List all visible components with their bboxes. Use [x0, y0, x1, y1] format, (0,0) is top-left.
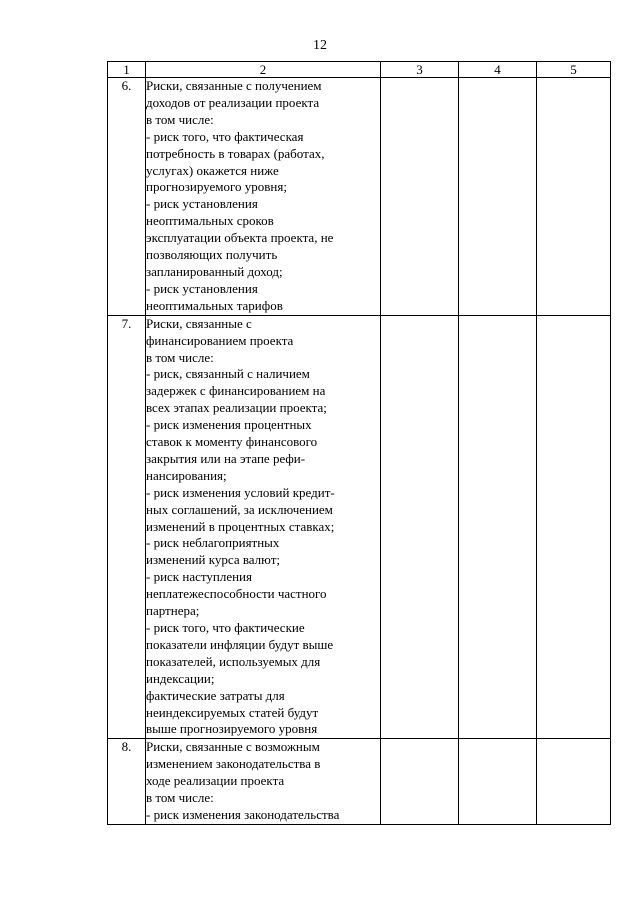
cell-col-5 [537, 78, 611, 316]
risk-description: Риски, связанные с возможным изменением законодательства в ходе реализации проекта в том числе: - риск изменения законодательства [146, 739, 381, 825]
cell-col-4 [459, 739, 537, 825]
cell-col-3 [381, 78, 459, 316]
risk-description: Риски, связанные с финансированием проекта в том числе: - риск, связанный с наличием задержек с финансированием на всех этапах реализации проекта; - риск изменения процентных ставок к моменту финансового закрытия или на этапе рефи- нансирования; - риск изменения условий кредит- ных соглашений, за исключением изменений в процентных ставках; - риск неблагоприятных изменений курса валют; - риск наступления неплатежеспособности частного партнера; - риск того, что фактические показатели инфляции будут выше показателей, используемых для индексации; фактические затраты для неиндексируемых статей будут выше прогнозируемого уровня [146, 315, 381, 739]
cell-col-4 [459, 315, 537, 739]
cell-col-5 [537, 739, 611, 825]
cell-col-3 [381, 315, 459, 739]
page-number: 12 [313, 38, 327, 53]
cell-col-3 [381, 739, 459, 825]
table-row [108, 315, 611, 739]
table-header-row [108, 62, 611, 78]
column-header-4: 4 [459, 62, 537, 78]
risk-table [107, 61, 611, 825]
row-number: 6. [108, 78, 146, 316]
risk-description: Риски, связанные с получением доходов от реализации проекта в том числе: - риск того, что фактическая потребность в товарах (работах, услугах) окажется ниже прогнозируемого уровня; - риск установления неоптимальных сроков эксплуатации объекта проекта, не позволяющих получить запланированный доход; - риск установления неоптимальных тарифов [146, 78, 381, 316]
column-header-2: 2 [146, 62, 381, 78]
cell-col-4 [459, 78, 537, 316]
table-row [108, 739, 611, 825]
column-header-1: 1 [108, 62, 146, 78]
cell-col-5 [537, 315, 611, 739]
row-number: 7. [108, 315, 146, 739]
table-row [108, 78, 611, 316]
column-header-3: 3 [381, 62, 459, 78]
column-header-5: 5 [537, 62, 611, 78]
row-number: 8. [108, 739, 146, 825]
